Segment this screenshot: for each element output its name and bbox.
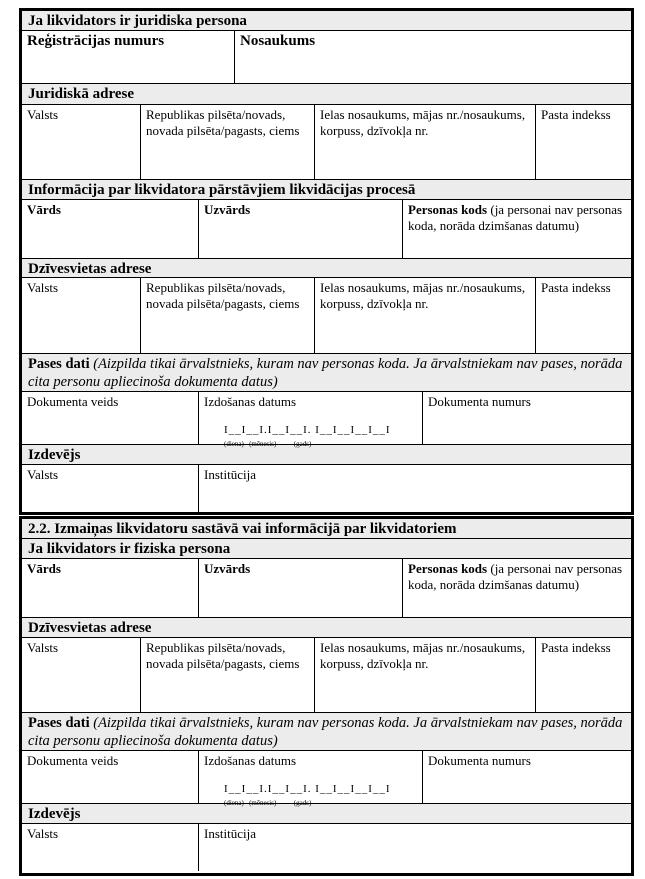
section-title: 2.2. Izmaiņas likvidatoru sastāvā vai informācijā par likvidatoriem [22,519,631,539]
date-mask: I__I__I.I__I__I. I__I__I__I__I [224,424,391,436]
issue-date-label: Izdošanas datums [204,394,297,409]
representatives-header: Informācija par likvidatora pārstāvjiem likvidācijas procesā [22,180,631,200]
passport-note: (Aizpilda tikai ārvalstnieks, kuram nav personas koda. Ja ārvalstniekam nav pases, norāda cita personu apliecinoša dokumenta datus) [28,715,623,749]
personal-code-label: Personas kods [408,561,488,576]
issuer-country-field[interactable]: Valsts [22,824,199,871]
personal-code-note: (ja personai nav personas koda, norāda dzimšanas datumu) [408,561,623,592]
first-name-field[interactable]: Vārds [22,200,199,258]
date-labels: (diena) (mēnesis) (gads) [224,440,312,448]
city-field[interactable]: Republikas pilsēta/novads, novada pilsēta/pagasts, ciems [141,278,315,353]
issue-date-field[interactable] [199,751,423,807]
country-field[interactable]: Valsts [22,638,141,712]
first-name-field[interactable]: Vārds [22,559,199,617]
issue-date-label: Izdošanas datums [204,753,297,768]
institution-field[interactable]: Institūcija [204,467,256,482]
legal-person-section [19,8,634,515]
legal-address-header: Juridiskā adrese [22,84,631,105]
passport-note: (Aizpilda tikai ārvalstnieks, kuram nav personas koda. Ja ārvalstniekam nav pases, norāda cita personu apliecinoša dokumenta datus) [28,356,623,390]
personal-code-note: (ja personai nav personas koda, norāda dzimšanas datumu) [408,202,623,233]
postal-field[interactable]: Pasta indekss [541,640,611,655]
residence-header: Dzīvesvietas adrese [22,618,631,638]
section-header: Ja likvidators ir fiziska persona [22,539,631,559]
country-field[interactable]: Valsts [22,105,141,179]
passport-header [22,354,631,392]
natural-person-section [19,516,634,876]
postal-field[interactable]: Pasta indekss [541,280,611,295]
doc-number-field[interactable]: Dokumenta numurs [428,753,531,768]
last-name-field[interactable]: Uzvārds [199,559,403,617]
reg-number-field[interactable]: Reģistrācijas numurs [22,31,235,83]
issue-date-field[interactable] [199,392,423,448]
personal-code-label: Personas kods [408,202,488,217]
issuer-header: Izdevējs [22,804,631,824]
section-header: Ja likvidators ir juridiska persona [22,11,631,31]
passport-label: Pases dati [28,356,90,372]
issuer-country-field[interactable]: Valsts [22,465,199,512]
personal-code-field[interactable] [403,559,631,617]
name-field[interactable]: Nosaukums [240,33,316,49]
postal-field[interactable]: Pasta indekss [541,107,611,122]
residence-header: Dzīvesvietas adrese [22,259,631,278]
doc-type-field[interactable]: Dokumenta veids [22,392,199,444]
doc-type-field[interactable]: Dokumenta veids [22,751,199,803]
personal-code-field[interactable] [403,200,631,258]
country-field[interactable]: Valsts [22,278,141,353]
city-field[interactable]: Republikas pilsēta/novads, novada pilsēta/pagasts, ciems [141,638,315,712]
last-name-field[interactable]: Uzvārds [199,200,403,258]
city-field[interactable]: Republikas pilsēta/novads, novada pilsēta/pagasts, ciems [141,105,315,179]
passport-header [22,713,631,751]
date-mask: I__I__I.I__I__I. I__I__I__I__I [224,783,391,795]
doc-number-field[interactable]: Dokumenta numurs [428,394,531,409]
street-field[interactable]: Ielas nosaukums, mājas nr./nosaukums, korpuss, dzīvokļa nr. [315,105,536,179]
street-field[interactable]: Ielas nosaukums, mājas nr./nosaukums, korpuss, dzīvokļa nr. [315,278,536,353]
issuer-header: Izdevējs [22,445,631,465]
date-labels: (diena) (mēnesis) (gads) [224,799,312,807]
institution-field[interactable]: Institūcija [204,826,256,841]
street-field[interactable]: Ielas nosaukums, mājas nr./nosaukums, korpuss, dzīvokļa nr. [315,638,536,712]
passport-label: Pases dati [28,715,90,731]
